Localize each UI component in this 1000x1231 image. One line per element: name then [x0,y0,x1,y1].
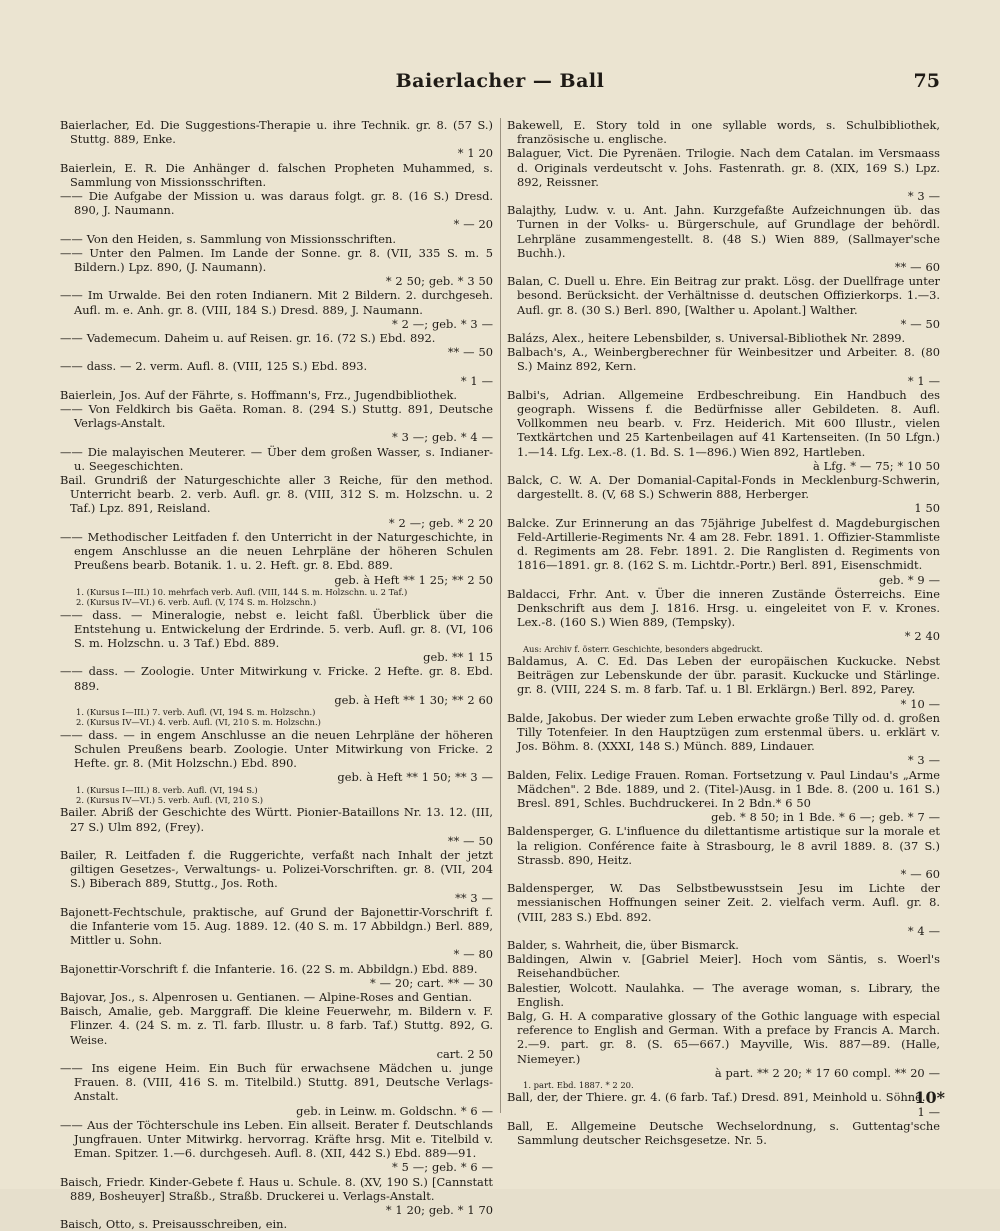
entry-text: Baierlacher, Ed. Die Suggestions-Therapie u. ihre Technik. gr. 8. (57 S.) Stuttg. 889, Enke. [60,118,493,147]
catalog-entry [507,938,940,952]
entry-text: Baisch, Friedr. Kinder-Gebete f. Haus u. Schule. 8. (XV, 190 S.) [Cannstatt 889, Bosheuyer] Straßb., Straßb. Druckerei u. Verlags-Anstalt. [60,1174,493,1203]
catalog-entry [507,1119,940,1147]
catalog-entry [507,587,940,644]
catalog-entry [507,1009,940,1080]
entry-price: à part. ** 2 20; * 17 60 compl. ** 20 — [714,1065,940,1080]
entry-text: Balcke. Zur Erinnerung an das 75jährige Jubelfest d. Magdeburgischen Feld-Artillerie-Regiments Nr. 4 am 28. Febr. 1891. 1. Offizier-Stammliste d. Regiments am 28. Febr. 1891. 2. Die Ranglisten d. Regiments von 1816—1891. gr. 8. (162 S. m. Lichtdr.-Portr.) Berl. 891, Eisenschmidt. [507,515,940,573]
catalog-subentry [60,402,493,445]
entry-text: Ball, E. Allgemeine Deutsche Wechselordnung, s. Guttentag'sche Sammlung deutscher Reichsgesetze. Nr. 5. [507,1118,940,1148]
entry-text: Balden, Felix. Ledige Frauen. Roman. Fortsetzung v. Paul Lindau's „Arme Mädchen". 2 Bde. 1889, und 2. (Titel-)Ausg. in 1 Bde. 8. (200 u. 161 S.) Bresl. 891, Schles. Buchdruckerei. In 2 Bdn.* 6 50 [507,767,940,810]
catalog-entry [507,881,940,938]
entry-price: * 1 — [907,373,940,388]
entry-text: Baldingen, Alwin v. [Gabriel Meier]. Hoch vom Säntis, s. Woerl's Reisehandbücher. [507,952,940,981]
catalog-subentry [60,359,493,387]
entry-price: * 2 —; geb. * 2 20 [388,515,493,530]
catalog-entry [507,203,940,274]
entry-text: Balaguer, Vict. Die Pyrenäen. Trilogie. Nach dem Catalan. im Versmaass d. Originals verdeutscht v. Johs. Fastenrath. gr. 8. (XIX, 169 S.) Lpz. 892, Reissner. [507,146,940,189]
entry-price: 1 50 [914,501,940,516]
catalog-entry [507,711,940,768]
entry-price: ** 3 — [455,890,493,905]
entry-text: Baldacci, Frhr. Ant. v. Über die inneren Zustände Österreichs. Eine Denkschrift aus dem J. 1816. Hrsg. u. eingeleitet von F. v. Krones. Lex.-8. (160 S.) Wien 889, (Tempsky). [507,586,940,630]
entry-price: geb. in Leinw. m. Goldschn. * 6 — [296,1103,493,1118]
entry-price: ** — 50 [447,345,493,360]
entry-price: * — 80 [453,947,493,962]
catalog-entry [507,388,940,473]
page-header [60,70,940,102]
entry-price: * 5 —; geb. * 6 — [392,1160,493,1175]
entry-text: Bakewell, E. Story told in one syllable words, s. Schulbibliothek, französische u. englische. [507,118,940,147]
entry-price: * — 20 [453,217,493,232]
catalog-subentry [60,728,493,785]
entry-text: —— dass. — 2. verm. Aufl. 8. (VIII, 125 S.) Ebd. 893. [60,359,368,374]
entry-price: geb. * 8 50; in 1 Bde. * 6 —; geb. * 7 — [711,810,940,825]
catalog-subentry [60,608,493,665]
bibliographic-note: 1. (Kursus I—III.) 7. verb. Aufl. (VI, 194 S. m. Holzschn.) [76,706,316,717]
entry-price: à Lfg. * — 75; * 10 50 [812,458,940,473]
entry-text: Baldensperger, W. Das Selbstbewusstsein Jesu im Lichte der messianischen Hoffnungen seiner Zeit. 2. vielfach verm. Aufl. gr. 8. (VIII, 283 S.) Ebd. 892. [507,881,940,924]
entry-price: ** — 50 [447,833,493,848]
entry-text: Baierlein, E. R. Die Anhänger d. falschen Propheten Muhammed, s. Sammlung von Missionsschriften. [60,160,493,189]
entry-price: geb. à Heft ** 1 50; ** 3 — [337,770,493,785]
entry-text: Baldensperger, G. L'influence du dilettantisme artistique sur la morale et la religion. Conférence faite à Strasbourg, le 8 avril 1889. 8. (37 S.) Strassb. 890, Heitz. [507,824,940,867]
entry-price: * 10 — [900,696,940,711]
catalog-subentry [60,232,493,246]
entry-text: —— Vademecum. Daheim u. auf Reisen. gr. 16. (72 S.) Ebd. 892. [60,331,436,346]
entry-price: geb. ** 1 15 [423,650,493,665]
catalog-subentry [60,246,493,289]
entry-text: —— dass. — Mineralogie, nebst e. leicht faßl. Überblick über die Entstehung u. Entwickelung der Erdrinde. 5. verb. Aufl. gr. 8. (VI, 106 S. m. Holzschn. u. 3 Taf.) Ebd. 889. [60,607,493,650]
catalog-entry [60,1217,493,1231]
bibliographic-note: 1. part. Ebd. 1887. * 2 20. [523,1080,634,1091]
running-head: Baierlacher — Ball [395,70,605,92]
catalog-entry [507,952,940,980]
catalog-entry [507,824,940,881]
two-column-body [60,118,940,1231]
catalog-entry [507,981,940,1009]
catalog-entry [60,962,493,990]
entry-price: * — 60 [900,866,940,881]
entry-price: * — 50 [900,316,940,331]
entry-price: * 4 — [907,923,940,938]
entry-price: * 2 40 [904,629,940,644]
catalog-entry [507,768,940,825]
entry-price: ** — 60 [894,260,940,275]
entry-text: —— Die Aufgabe der Mission u. was daraus folgt. gr. 8. (16 S.) Dresd. 890, J. Naumann. [60,189,493,218]
right-column [507,118,940,1148]
entry-price: * 1 20 [457,146,493,161]
entry-price: geb. à Heft ** 1 25; ** 2 50 [334,572,493,587]
entry-text: Bajonett-Fechtschule, praktische, auf Grund der Bajonettir-Vorschrift f. die Infanterie vom 15. Aug. 1889. 12. (40 S. m. 17 Abbildgn.) Berl. 889, Mittler u. Sohn. [60,904,493,948]
entry-text: Balázs, Alex., heitere Lebensbilder, s. Universal-Bibliothek Nr. 2899. [507,331,906,346]
catalog-entry [60,805,493,848]
bibliographic-note: Aus: Archiv f. österr. Geschichte, besonders abgedruckt. [523,643,763,654]
entry-text: Baisch, Amalie, geb. Marggraff. Die kleine Feuerwehr, m. Bildern v. F. Flinzer. 4. (24 S. m. z. Tl. farb. Illustr. u. 8 farb. Taf.) Stuttg. 892, G. Weise. [60,1004,493,1047]
entry-text: Ball, der, der Thiere. gr. 4. (6 farb. Taf.) Dresd. 891, Meinhold u. Söhne. [507,1090,926,1105]
entry-text: —— dass. — Zoologie. Unter Mitwirkung v. Fricke. 2 Hefte. gr. 8. Ebd. 889. [60,664,493,693]
catalog-entry [60,1175,493,1218]
catalog-entry [60,905,493,962]
catalog-entry [507,118,940,146]
catalog-subentry [60,331,493,359]
entry-price: * — 20; cart. ** — 30 [369,975,493,990]
catalog-subentry [60,1118,493,1175]
entry-price: * 1 — [460,373,493,388]
signature-mark: 10* [914,1088,945,1107]
catalog-subentry [60,445,493,473]
entry-text: Balbi's, Adrian. Allgemeine Erdbeschreibung. Ein Handbuch des geograph. Wissens f. die Bedürfnisse aller Gebildeten. 8. Aufl. Vollkommen neu bearb. v. Frz. Heiderich. Mit 600 Illustr., vielen Textkärtchen und 25 Kartenbeilagen auf 41 Kartenseiten. (In 50 Lfgn.) 1.—14. Lfg. Lex.-8. (1. Bd. S. 1—896.) Wien 892, Hartleben. [507,387,940,459]
entry-text: Balck, C. W. A. Der Domanial-Capital-Fonds in Mecklenburg-Schwerin, dargestellt. 8. (V, 68 S.) Schwerin 888, Herberger. [507,473,940,502]
catalog-entry [507,473,940,516]
bibliographic-note: 1. (Kursus I—III.) 8. verb. Aufl. (VI, 194 S.) [76,784,258,795]
catalog-entry [507,516,940,587]
catalog-entry [507,331,940,345]
entry-price: geb. * 9 — [878,572,940,587]
entry-text: —— Ins eigene Heim. Ein Buch für erwachsene Mädchen u. junge Frauen. 8. (VIII, 416 S. m. Titelbild.) Stuttg. 891, Deutsche Verlags-Anstalt. [60,1061,493,1104]
entry-text: —— Aus der Töchterschule ins Leben. Ein allseit. Berater f. Deutschlands Jungfrauen. Unter Mitwirkg. hervorrag. Kräfte hrsg. Mit e. Titelbild v. Eman. Spitzer. 1.—6. durchgeseh. Aufl. 8. (XII, 442 S.) Ebd. 889—91. [60,1117,493,1161]
entry-price: * 3 — [907,189,940,204]
catalog-entry [60,161,493,189]
catalog-entry [507,274,940,331]
catalog-entry [60,990,493,1004]
entry-text: Balajthy, Ludw. v. u. Ant. Jahn. Kurzgefaßte Aufzeichnungen üb. das Turnen in der Volks- u. Bürgerschule, auf Grundlage der behördl. Lehrpläne zusammengestellt. 8. (48 S.) Wien 889, (Sallmayer'sche Buchh.). [507,203,940,260]
entry-text: —— Von den Heiden, s. Sammlung von Missionsschriften. [60,231,396,246]
catalog-entry [507,654,940,711]
entry-text: —— Die malayischen Meuterer. — Über dem großen Wasser, s. Indianer- u. Seegeschichten. [60,444,493,473]
catalog-subentry [60,288,493,331]
entry-price: * 1 20; geb. * 1 70 [385,1203,493,1218]
catalog-entry [60,388,493,402]
entry-text: Baisch, Otto, s. Preisausschreiben, ein. [60,1217,288,1231]
entry-price: cart. 2 50 [436,1046,493,1061]
catalog-entry [60,848,493,905]
page-number: 75 [913,70,940,92]
catalog-subentry [60,530,493,587]
entry-text: —— dass. — in engem Anschlusse an die neuen Lehrpläne der höheren Schulen Preußens bearb. Zoologie. Unter Mitwirkung von Fricke. 2 Hefte. gr. 8. (Mit Holzschn.) Ebd. 890. [60,727,493,771]
entry-price: * 2 —; geb. * 3 — [392,316,493,331]
entry-text: Balbach's, A., Weinbergberechner für Weinbesitzer und Arbeiter. 8. (80 S.) Mainz 892, Kern. [507,345,940,374]
entry-text: —— Methodischer Leitfaden f. den Unterricht in der Naturgeschichte, in engem Anschlusse an die neuen Lehrpläne der höheren Schulen Preußens bearb. Botanik. 1. u. 2. Heft. gr. 8. Ebd. 889. [60,529,493,573]
entry-text: Bajonettir-Vorschrift f. die Infanterie. 16. (22 S. m. Abbildgn.) Ebd. 889. [60,961,478,976]
entry-text: —— Von Feldkirch bis Gaëta. Roman. 8. (294 S.) Stuttg. 891, Deutsche Verlags-Anstalt. [60,402,493,431]
entry-text: Balde, Jakobus. Der wieder zum Leben erwachte große Tilly od. d. großen Tilly Totenfeier. In den Hauptzügen zum erstenmal übers. u. erklärt v. Jos. Böhm. 8. (XXXI, 148 S.) Münch. 889, Lindauer. [507,710,940,754]
entry-text: Balan, C. Duell u. Ehre. Ein Beitrag zur prakt. Lösg. der Duellfrage unter besond. Berücksicht. der Verhältnisse d. deutschen Offizierkorps. 1.—3. Aufl. gr. 8. (30 S.) Berl. 890, [Walther u. Apolant.] Walther. [507,274,940,317]
entry-text: Bail. Grundriß der Naturgeschichte aller 3 Reiche, für den method. Unterricht bearb. 2. verb. Aufl. gr. 8. (VIII, 312 S. m. Holzschn. u. 2 Taf.) Lpz. 891, Reisland. [60,473,493,516]
entry-text: Baierlein, Jos. Auf der Fährte, s. Hoffmann's, Frz., Jugendbibliothek. [60,387,458,402]
left-column [60,118,493,1231]
bibliographic-note: 1. (Kursus I—III.) 10. mehrfach verb. Aufl. (VIII, 144 S. m. Holzschn. u. 2 Taf.) [76,586,408,597]
entry-text: Bajovar, Jos., s. Alpenrosen u. Gentianen. — Alpine-Roses and Gentian. [60,990,473,1005]
bibliographic-note: 2. (Kursus IV—VI.) 6. verb. Aufl. (V, 174 S. m. Holzschn.) [76,597,317,608]
entry-text: Baldamus, A. C. Ed. Das Leben der europäischen Kuckucke. Nebst Beiträgen zur Lebenskunde der übr. parasit. Kuckucke und Stärlinge. gr. 8. (VIII, 224 S. m. 8 farb. Taf. u. 1 Bl. Erklärgn.) Berl. 892, Parey. [507,653,940,697]
entry-text: Balestier, Wolcott. Naulahka. — The average woman, s. Library, the English. [507,980,940,1009]
catalog-subentry [60,189,493,232]
catalog-entry [507,345,940,388]
entry-price: * 2 50; geb. * 3 50 [385,274,493,289]
catalog-subentry [60,664,493,707]
entry-text: Bailer. Abriß der Geschichte des Württ. Pionier-Bataillons Nr. 13. 12. (III, 27 S.) Ulm 892, (Frey). [60,805,493,834]
column-divider [500,118,501,1113]
entry-text: —— Unter den Palmen. Im Lande der Sonne. gr. 8. (VII, 335 S. m. 5 Bildern.) Lpz. 890, (J. Naumann). [60,245,493,275]
entry-price: geb. à Heft ** 1 30; ** 2 60 [334,692,493,707]
entry-price: * 3 — [907,753,940,768]
catalog-entry [507,1090,940,1118]
bibliographic-note: 2. (Kursus IV—VI.) 4. verb. Aufl. (VI, 210 S. m. Holzschn.) [76,717,321,728]
catalog-subentry [60,1061,493,1118]
entry-text: —— Im Urwalde. Bei den roten Indianern. Mit 2 Bildern. 2. durchgeseh. Aufl. m. e. Anh. gr. 8. (VIII, 184 S.) Dresd. 889, J. Naumann. [60,288,493,317]
entry-text: Balg, G. H. A comparative glossary of the Gothic language with especial reference to English and German. With a preface by Francis A. March. 2.—9. part. gr. 8. (S. 65—667.) Mayville, Wis. 887—89. (Halle, Niemeyer.) [507,1009,940,1066]
entry-price: * 3 —; geb. * 4 — [392,430,493,445]
catalog-entry [60,118,493,161]
entry-price: 1 — [917,1104,940,1119]
catalog-entry [60,1004,493,1061]
catalog-entry [507,146,940,203]
entry-text: Bailer, R. Leitfaden f. die Ruggerichte, verfaßt nach Inhalt der jetzt giltigen Gesetzes-, Verwaltungs- u. Polizei-Vorschriften. gr. 8. (VII, 204 S.) Biberach 889, Stuttg., Jos. Roth. [60,847,493,891]
bibliographic-note: 2. (Kursus IV—VI.) 5. verb. Aufl. (VI, 210 S.) [76,794,264,805]
catalog-entry [60,473,493,530]
entry-text: Balder, s. Wahrheit, die, über Bismarck. [507,937,739,952]
